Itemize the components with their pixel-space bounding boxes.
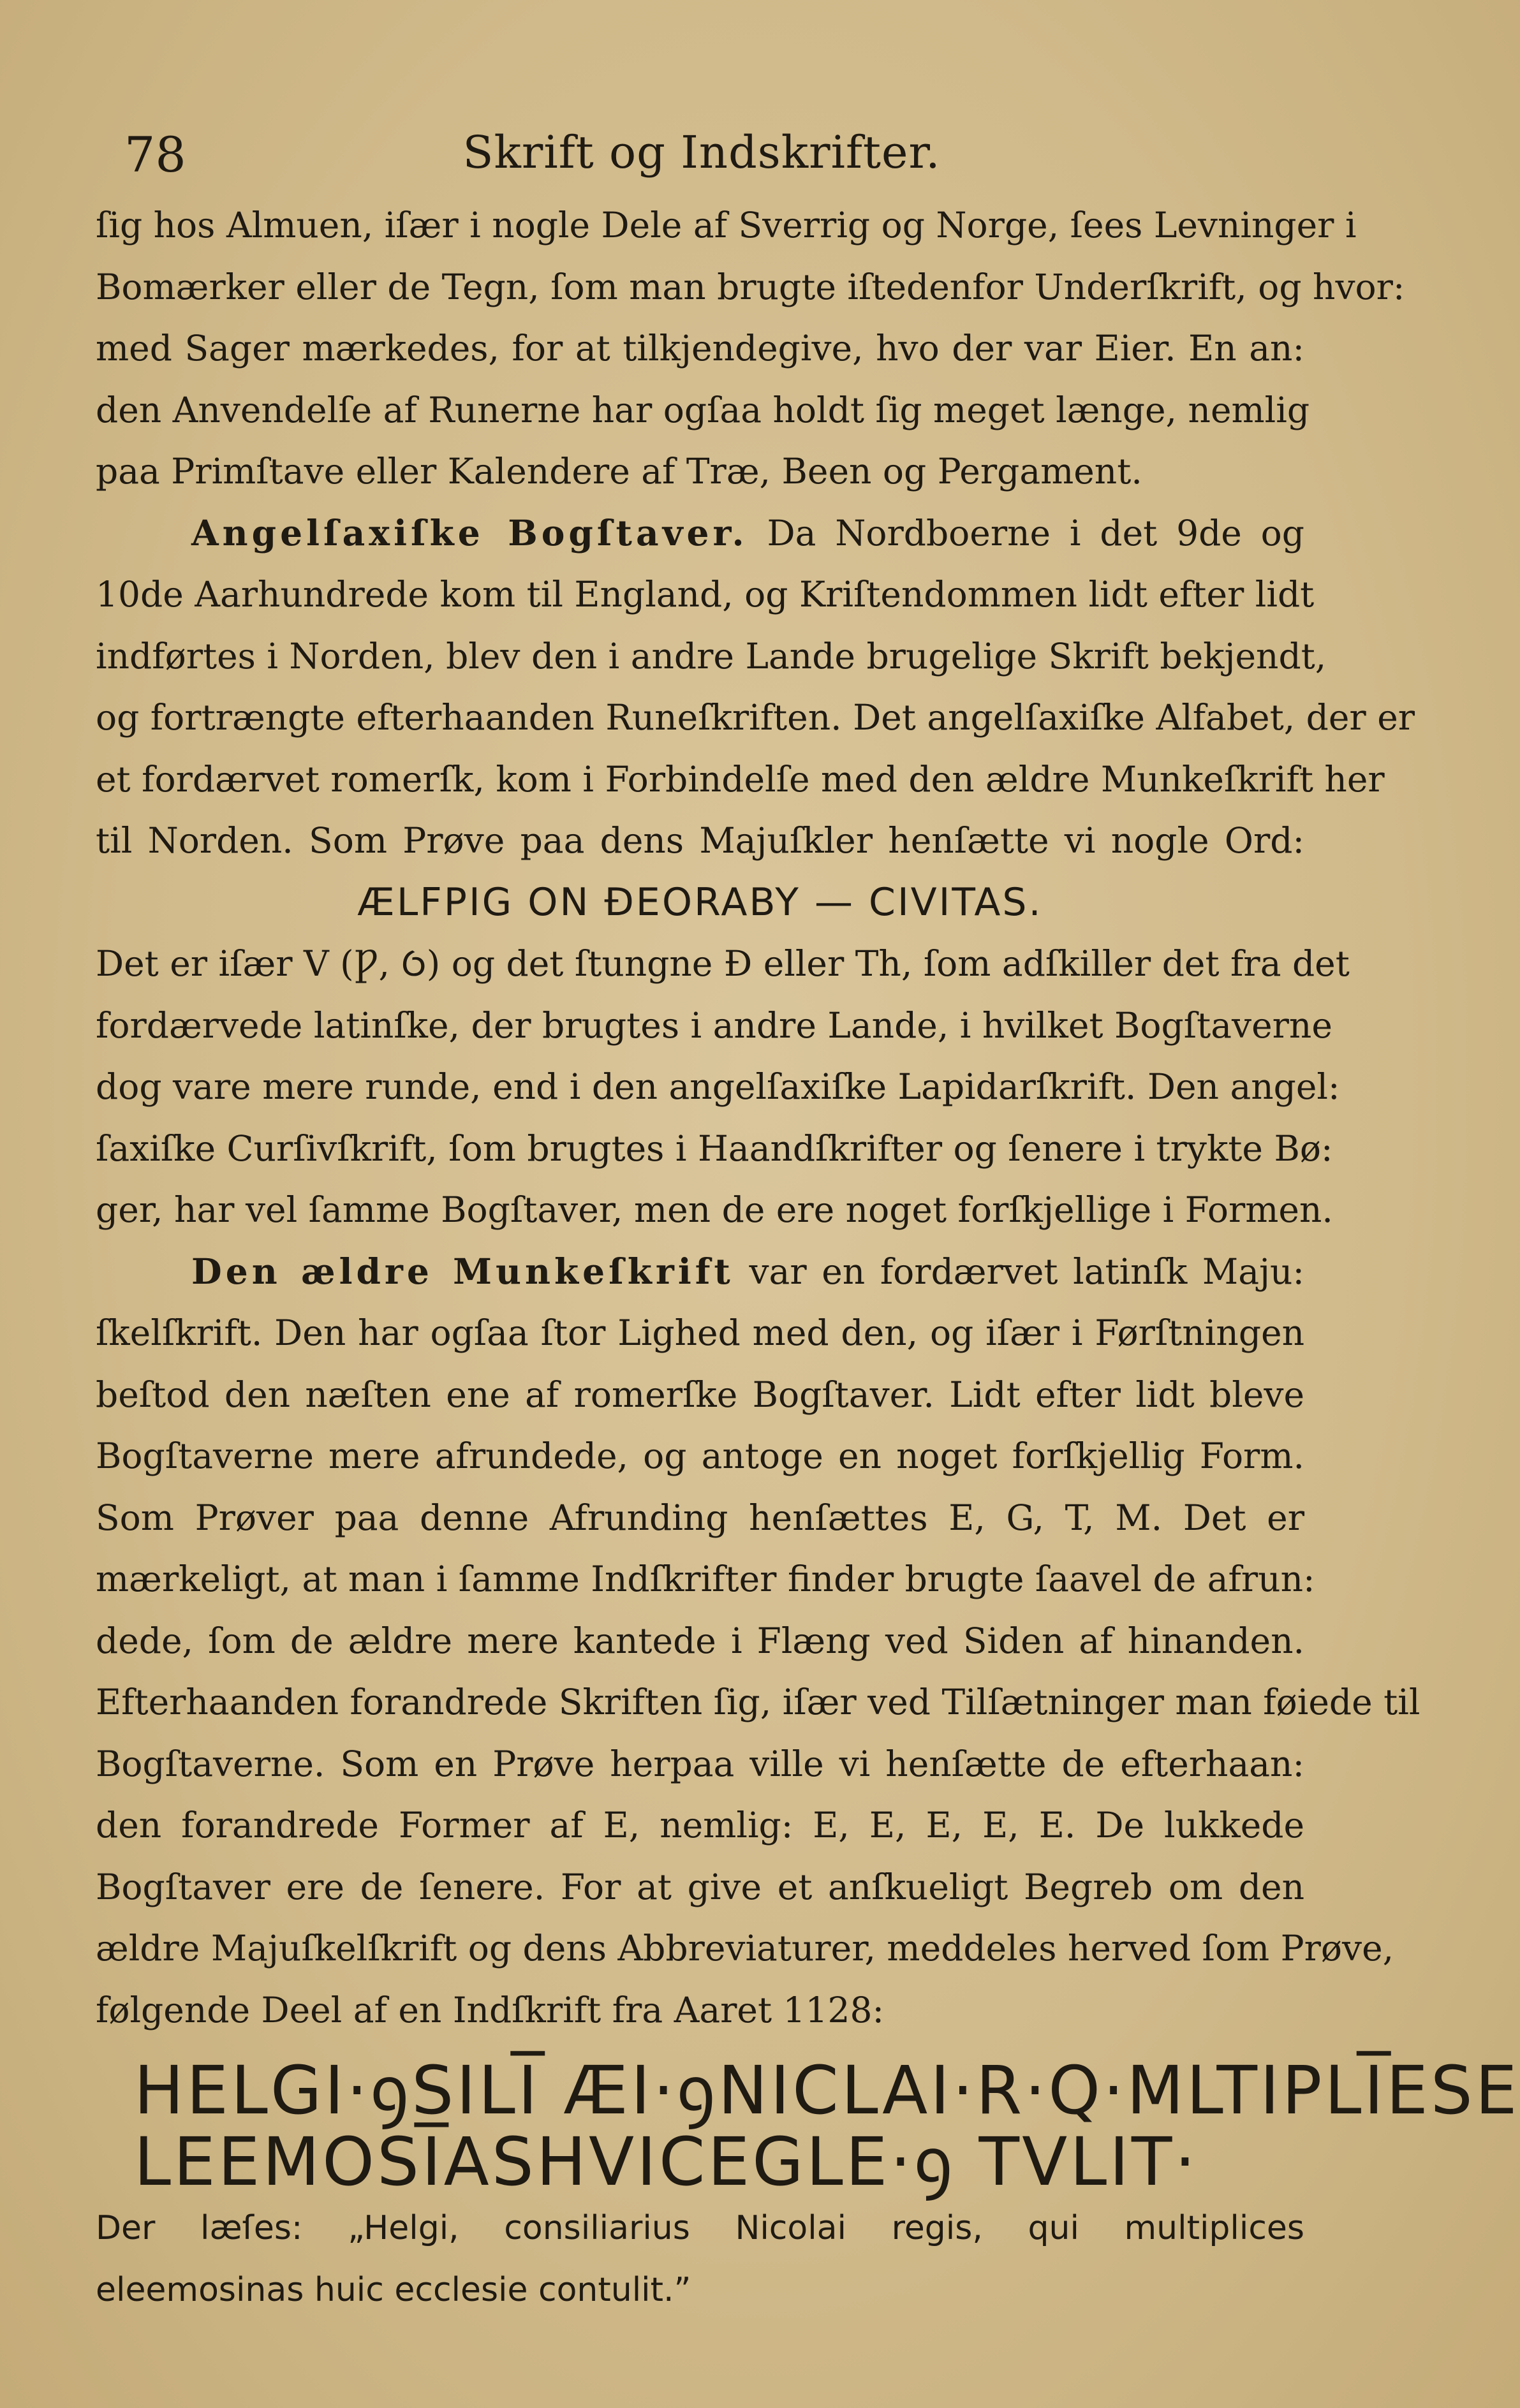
text-line: beſtod den næſten ene af romerſke Bogſtaver. Lidt efter lidt bleve [96, 1374, 1304, 1415]
text-line: 10de Aarhundrede kom til England, og Kriſtendommen lidt efter lidt [96, 574, 1315, 615]
text-line: dede, ſom de ældre mere kantede i Flæng ved Siden af hinanden. [96, 1620, 1304, 1661]
inscription-line: HELGI·ꝯSILI̅ ÆI·ꝯNICLAI·R·Q·MLTIPLI̅ESE [134, 2052, 1520, 2129]
text-line: Bogſtaver ere de ſenere. For at give et anſkueligt Begreb om den [96, 1866, 1304, 1907]
text-line: og fortrængte efterhaanden Runeſkriften. Det angelſaxiſke Alfabet, der er [96, 697, 1415, 738]
reading-line: Der læſes: „Helgi, consiliarius Nicolai regis, qui multiplices [96, 2209, 1304, 2247]
text-line: Bogſtaverne mere afrundede, og antoge en noget forſkjellig Form. [96, 1435, 1304, 1476]
running-title: Skrift og Indskrifter. [462, 126, 941, 179]
text-line: fordærvede latinſke, der brugtes i andre Lande, i hvilket Bogſtaverne [96, 1004, 1332, 1046]
text-line: indførtes i Norden, blev den i andre Lande brugelige Skrift bekjendt, [96, 635, 1327, 677]
anglo-saxon-sample: ÆLFPIG ON ÐEORABY — CIVITAS. [357, 879, 1043, 925]
inscription-line: LEEMOSI̅ASHVICEGLE·ꝯ TVLIT· [134, 2123, 1199, 2201]
page-header [96, 115, 1308, 191]
text-line: ſaxiſke Curſivſkrift, ſom brugtes i Haandſkrifter og ſenere i trykte Bø: [96, 1127, 1333, 1169]
text-line: Det er iſær V (Ƿ, Ỽ) og det ſtungne Đ eller Th, ſom adſkiller det fra det [96, 943, 1350, 984]
paragraph-start [96, 503, 1304, 564]
text-line: til Norden. Som Prøve paa dens Majuſkler henſætte vi nogle Ord: [96, 820, 1304, 861]
reading-line: eleemosinas huic ecclesie contulit.” [96, 2270, 691, 2309]
page-number: 78 [124, 126, 186, 183]
text-line: dog vare mere runde, end i den angelſaxiſke Lapidarſkrift. Den angel: [96, 1066, 1340, 1107]
section-heading: Den ældre Munkeſkrift [191, 1250, 734, 1292]
text-line: ger, har vel ſamme Bogſtaver, men de ere noget forſkjellige i Formen. [96, 1189, 1333, 1230]
text-run: var en fordærvet latinſk Maju: [749, 1251, 1305, 1292]
text-line: den Anvendelſe af Runerne har ogſaa holdt ſig meget længe, nemlig [96, 389, 1310, 430]
text-line: Bogſtaverne. Som en Prøve herpaa ville vi henſætte de efterhaan: [96, 1743, 1304, 1784]
text-line: den forandrede Former af E, nemlig: E, E, E, E, E. De lukkede [96, 1805, 1304, 1846]
text-line: et fordærvet romerſk, kom i Forbindelſe med den ældre Munkeſkrift her [96, 758, 1385, 800]
text-line: følgende Deel af en Indſkrift fra Aaret 1128: [96, 1989, 885, 2030]
text-line: ſig hos Almuen, iſær i nogle Dele af Sverrig og Norge, ſees Levninger i [96, 205, 1357, 246]
section-heading: Angelſaxiſke Bogſtaver. [191, 511, 748, 554]
paragraph-start [96, 1241, 1304, 1303]
text-line: mærkeligt, at man i ſamme Indſkrifter finder brugte ſaavel de afrun: [96, 1559, 1315, 1599]
text-line: ſkelſkrift. Den har ogſaa ſtor Lighed med den, og iſær i Førſtningen [96, 1312, 1304, 1353]
text-line: Bomærker eller de Tegn, ſom man brugte iſtedenfor Underſkrift, og hvor: [96, 266, 1405, 307]
text-run: Da Nordboerne i det 9de og [767, 512, 1304, 554]
text-line: ældre Majuſkelſkrift og dens Abbreviaturer, meddeles herved ſom Prøve, [96, 1928, 1394, 1969]
text-line: Som Prøver paa denne Afrunding henſættes E, G, T, M. Det er [96, 1497, 1304, 1538]
text-line: paa Primſtave eller Kalendere af Træ, Been og Pergament. [96, 451, 1142, 492]
text-line: med Sager mærkedes, for at tilkjendegive, hvo der var Eier. En an: [96, 328, 1304, 369]
text-line: Efterhaanden forandrede Skriften ſig, iſær ved Tilſætninger man føiede til [96, 1682, 1420, 1722]
body-text [96, 195, 1520, 2321]
book-page [96, 115, 1520, 2309]
